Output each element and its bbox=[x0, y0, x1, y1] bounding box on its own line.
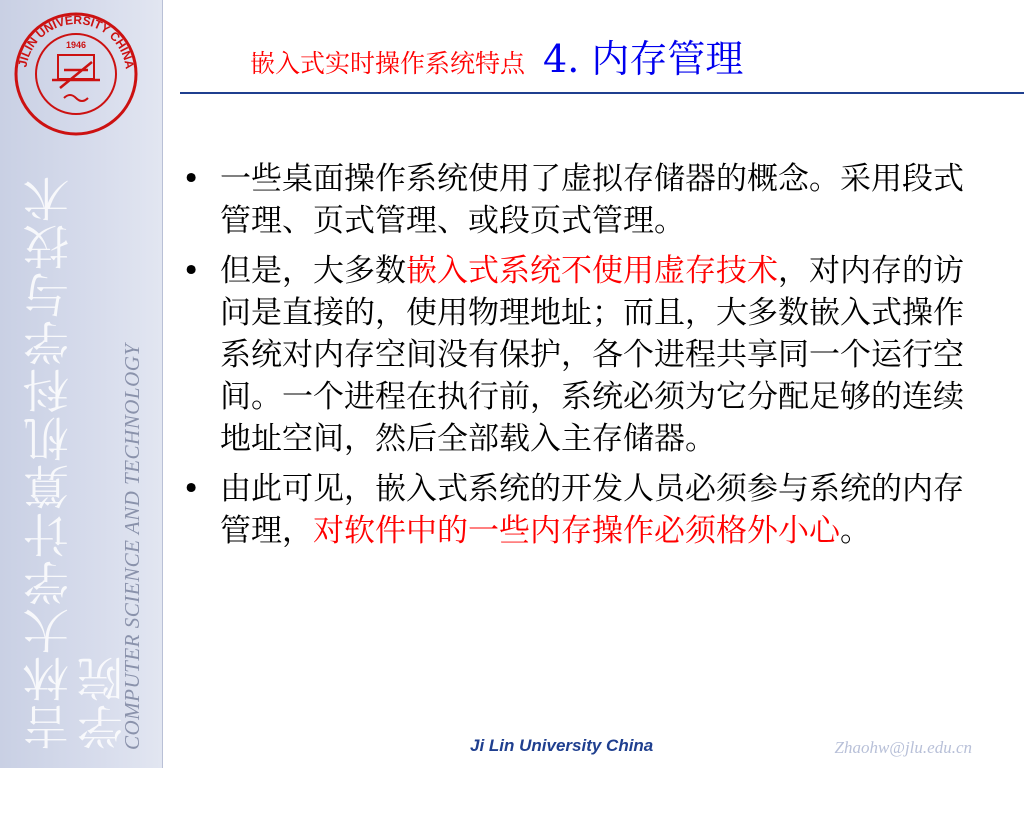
bullet-item bbox=[182, 468, 992, 552]
highlight-text: 嵌入式系统不使用虚存技术 bbox=[406, 253, 778, 289]
title-section: 4. 内存管理 bbox=[543, 37, 744, 81]
text-segment: ，对内存的访问是直接的，使用物理地址；而且，大多数嵌入式操作系统对内存空间没有保护，各个进程共享同一个运行空间。一个进程在执行前，系统必须为它分配足够的连续地址空间，然后全部载入主存储器。 bbox=[220, 253, 964, 457]
bullet-dot-icon: • bbox=[182, 161, 201, 197]
bullet-item bbox=[182, 158, 992, 242]
bullet-text bbox=[220, 158, 992, 242]
bullet-list bbox=[182, 158, 992, 560]
highlight-text: 对软件中的一些内存操作必须格外小心 bbox=[313, 513, 840, 549]
title-divider bbox=[180, 92, 1024, 94]
text-segment: 一些桌面操作系统使用了虚拟存储器的概念。采用段式管理、页式管理、或段页式管理。 bbox=[220, 161, 964, 239]
vertical-chinese-title: 吉林大学计算机科学与技术学院 bbox=[22, 174, 130, 750]
text-segment: 由此可见，嵌入式系统的开发人员必须参与系统的内存管理， bbox=[220, 471, 964, 549]
bullet-dot-icon: • bbox=[182, 253, 201, 289]
text-segment: 。 bbox=[840, 513, 871, 549]
sidebar-vertical-text bbox=[0, 130, 162, 750]
bullet-dot-icon: • bbox=[182, 471, 201, 507]
logo-ring-text: JILIN UNIVERSITY CHINA bbox=[15, 12, 137, 70]
footer-email: Zhaohw@jlu.edu.cn bbox=[834, 738, 972, 757]
bullet-text bbox=[220, 250, 992, 460]
title-main: 嵌入式实时操作系统特点 bbox=[250, 49, 526, 78]
logo-year: 1946 bbox=[65, 40, 87, 50]
university-logo bbox=[12, 10, 140, 138]
bullet-text bbox=[220, 468, 992, 552]
bullet-item bbox=[182, 250, 992, 460]
text-segment: 但是，大多数 bbox=[220, 253, 406, 289]
footer-university: Ji Lin University China bbox=[470, 736, 654, 755]
vertical-english-title: COMPUTER SCIENCE AND TECHNOLOGY bbox=[120, 343, 144, 750]
slide-title bbox=[250, 28, 743, 88]
sidebar bbox=[0, 0, 163, 768]
